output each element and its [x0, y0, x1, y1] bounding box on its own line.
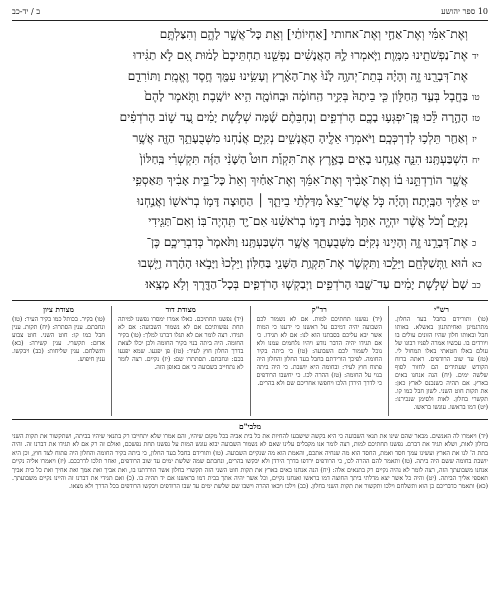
verse-text: אֶת־דְּבָרֵ֖נוּ זֶ֑ה וְהָיָ֗ה בְּתֵת־יְהוָ֥ה לָ֙נוּ֙ אֶת־הָאָ֔רֶץ וְעָשִׂ֥ינוּ עִמָּ֖ךְ חֶ֥סֶד וֶאֱמֶֽת׃ וַתּוֹרִדֵ֛ם: [127, 68, 468, 83]
rashi-text: (טו) ותורידם בחבל בעד החלון. מתרגמינן ואחיתתנון באשלא. באותו חבל ובאותו חלון שהיו הזונים עולים בו ויורדים בו. עכשיו אמרה לפניו רבונו של עולם באלו חטאתי באלו תמחול לי. (טז) עד שוב הרודפים. ראתה ברוח הקודש שעתידים הם לחזור לסוף שלשה ימים. (יח) הנה אנחנו באים בארץ. אם תהיה כשנכנס לארץ כאן: את תקות חוט השני. לשון חבל כמו קו. תקשרי בחלון. לאות ולסימן שנכירנו: (יט) דמו בראשו. עונשו בראשו.: [395, 316, 488, 411]
verse-line: [12, 274, 488, 294]
verse-line: [12, 149, 488, 169]
verse-text: אֶת־נַפְשֹׁתֵ֖ינוּ מִמָּֽוֶת׃ וַיֹּ֧אמְרוּ לָ֣הּ הָאֲנָשִׁ֗ים נַפְשֵׁ֤נוּ תַחְתֵּיכֶם֙ לָמ֔וּת אִ֚ם לֹ֣א תַגִּ֔ידוּ: [133, 47, 468, 62]
verse-number: כא: [472, 260, 482, 271]
verse-number: יז: [472, 135, 477, 146]
metzudat-david-title: מצודת דוד: [165, 306, 196, 314]
verse-line: [12, 128, 488, 148]
metzudat-zion-text: (טו) בקיר. בכותל כמו בקיר העיר: (טז) ונחבתם. ענין הסתרה: (יח) תקות. ענין חבל כמו קו: חוט השני. חוט צבוע אדום: תקשרי. ענין קשירה: (כא) ותשלחם. ענין שליחות: (כב) ויבקשו. ענין חיפוש.: [12, 316, 105, 363]
scripture-text: [12, 24, 488, 294]
column-divider: [111, 306, 112, 416]
malbim-title: מלבי"ם: [238, 422, 262, 431]
header-rule: [12, 20, 488, 21]
verse-number: יד: [472, 51, 479, 62]
verse-number: טו: [472, 93, 480, 104]
radak-text: (יד) נפשנו תחתיכם למות. אם לא נשמור לכם השבועה יהיה דמיכם על ראשנו כי ידענו כי המות אשר יבא עליכם בסבתנו הוא לנו: אם לא תגידו. כי אם תגידו יהיה הדבר נודע ויהיו נלחמים עמנו ולא נוכל לשמור לכם השבועה: (טו) כי ביתה בקיר החומה. לפיכך הורידתם בחבל בעד החלון והחלון היה פתוח חוץ לעיר: ובחומה היא יושבת. כי היה ביתה בנוי על החומה: (טז) ההרה לכו. כי יחשבו הרודפים כי לדרך הירדן הלכו ויחפשו אחריכם שם ולא בהרים.: [256, 316, 383, 387]
malbim-text: (יד) ויאמרו לה האנשים. מבאר שהם שינו את תנאי השבועה כי היא בקשה שישבעו להחיות את כל בית אביה בכל מקום שיהיו, והם אמרו שלא יתחייבו רק בתנאי שיהיו בביתה, ושתקשור את תקות השני בחלון לאות, ושלא תגיד את דברם. נפשנו תחתיכם למות, רצה לומר אנו מקבלים עלינו שאם לא נשמור השבועה יבוא עונש המות על נפשנו תחת נפשכם, ואולם זה רק אם לא תגידו את דברנו זה. והיה בתת ה' לנו את הארץ ועשינו עמך חסד ואמת, החסד הוא מה שנחיה אתכם, והאמת הוא מה שנקיים השבועה. (טו) ותורידם בחבל בעד החלון, כי ביתה בקיר החומה והחלון היה פתוח לצד חוץ, וכן היא יושבת בחומה ששם היה ביתה. (טז) ותאמר להם ההרה לכו, כי הרודפים ירדפו בדרך הירדן ולא יבקשו בהרים, ונחבתם שמה שלשת ימים עד שוב הרודפים, ואחר תלכו לדרככם. (יז) ויאמרו אליה נקיים אנחנו משבועתך הזה, רצה לומר לא נהיה נקיים רק בתנאים אלה: (יח) הנה אנחנו באים בארץ את תקות חוט השני הזה תקשרי בחלון אשר הורדתנו בו, ואת אביך ואת אמך ואת אחיך ואת כל בית אביך תאספי אליך הביתה. (יט) והיה כל אשר יצא מדלתי ביתך החוצה דמו בראשו ואנחנו נקיים, וכל אשר יהיה אתך בבית דמו בראשנו אם יד תהיה בו. (כ) ואם תגידי את דברנו זה והיינו נקיים משבועתך. (כא) ותאמר כדבריכם כן הוא ותשלחם וילכו ותקשור את תקות השני בחלון. (כב) וילכו ויבאו ההרה וישבו שם שלשת ימים עד שבו הרודפים ויבקשו הרודפים בכל הדרך ולא מצאו.: [12, 433, 488, 491]
verse-text: ה֔וּא וַֽתְּשַׁלְּחֵ֖ם וַיֵּלֵ֑כוּ וַתִּקְשֹׁ֛ר אֶת־תִּקְוַ֥ת הַשָּׁנִ֖י בַּחַלּֽוֹן׃ וַיֵּלְכוּ֙ וַיָּבֹ֣אוּ הָהָ֔רָה וַיֵּ֤שְׁבוּ: [138, 256, 468, 271]
metzudat-david-text: (יד) נפשנו תחתיכם. כאלו אמרו ימסרו נפשנו למיתה תחת נפשותיכם אם לא נשמור השבועה: אם לא תגידו. רצה לומר אם לא תגלו דברנו למלך: (טו) בקיר החומה. היה ביתה בנוי בקיר החומה ולכן יכלו לצאת בדרך החלון חוץ לעיר: (טז) פן יפגעו. שמא יפגעו בכם: ונחבתם. תסתתרו שם: (יז) נקיים. רצה לומר לא נתחייב בשבועה כי אם באופן הזה.: [117, 316, 244, 371]
verse-text: הָהָ֣רָה לֵּ֔כוּ פֶּֽן־יִפְגְּע֥וּ בָכֶ֖ם הָרֹדְפִ֑ים וְנַחְבֵּתֶ֨ם שָׁ֜מָּה שְׁלֹ֣שֶׁת יָמִ֗ים עַ֚ד שׁ֣וֹב הָרֹדְפִ֔ים: [119, 110, 468, 125]
book-title: ספר יהושע: [441, 7, 476, 16]
verse-number: כ: [472, 239, 477, 250]
page-number: 10: [477, 7, 488, 16]
radak-title: רד"ק: [311, 306, 327, 314]
verse-number: יח: [472, 155, 480, 166]
verse-text: שָׁם֙ שְׁלֹ֣שֶׁת יָמִ֔ים עַד־שָׁ֖בוּ הָרֹדְפִ֑ים וַיְבַקְשׁ֧וּ הָרֹדְפִ֛ים בְּכָל־הַדֶּ֖רֶךְ וְלֹ֥א מָצָֽאוּ׃: [145, 276, 468, 291]
verse-text: וְאַחַ֖ר תֵּלְכ֥וּ לְדַרְכְּכֶֽם׃ וַיֹּאמְר֥וּ אֵלֶ֖יהָ הָאֲנָשִׁ֑ים נְקִיִּ֣ם אֲנַ֔חְנוּ מִשְּׁבֻעָתֵ֥ךְ הַזֶּ֖ה אֲשֶׁ֥ר: [132, 131, 468, 146]
metzudat-zion-column: [12, 306, 105, 416]
column-divider: [250, 306, 251, 416]
page-header-book: [441, 6, 488, 18]
commentary-columns: [12, 306, 488, 416]
verse-text: נְקִיִּ֑ם וְ֠כֹל אֲשֶׁ֨ר יִהְיֶ֤ה אִתָּךְ֙ בַּבַּ֔יִת דָּמ֣וֹ בְרֹאשֵׁ֔נוּ אִם־יָ֖ד תִּֽהְיֶה־בּֽוֹ׃ וְאִם־תַּגִּ֖ידִי: [148, 214, 468, 229]
verse-text: אֶת־דְּבָרֵ֣נוּ זֶ֑ה וְהָיִ֣ינוּ נְקִיִּ֔ם מִשְּׁבֻעָתֵ֖ךְ אֲשֶׁ֥ר הִשְׁבַּעְתָּֽנוּ׃ וַתֹּ֙אמֶר֙ כְּדִבְרֵיכֶ֣ם כֶּן־: [146, 235, 468, 250]
malbim-section: [12, 422, 488, 582]
chapter-verse-range: ב / יד-כב: [12, 7, 41, 16]
verse-line: [12, 86, 488, 106]
verse-number: טז: [472, 114, 480, 125]
verse-line: [12, 211, 488, 231]
metzudat-zion-title: מצודת ציון: [43, 306, 74, 314]
page-header: [12, 6, 488, 18]
columns-bottom-rule: [12, 419, 488, 420]
verse-line: [12, 170, 488, 190]
verse-text: הִשְׁבַּעְתָּֽנוּ׃ הִנֵּ֛ה אֲנַ֥חְנוּ בָאִ֖ים בָּאָ֑רֶץ אֶת־תִּקְוַ֡ת חוּט֩ הַשָּׁנִ֨י הַזֶּ֜ה תִּקְשְׁרִ֗י בַּֽחַלּוֹן֙: [139, 151, 468, 166]
verse-line: [12, 24, 488, 44]
column-divider: [388, 306, 389, 416]
verse-number: כב: [472, 280, 481, 291]
verse-line: [12, 253, 488, 273]
text-commentary-rule: [12, 300, 488, 301]
verse-text: אֵלַ֖יִךְ הַבָּֽיְתָה׃ וְהָיָ֡ה כֹּ֣ל אֲשֶׁר־יֵצֵא֩ מִדַּלְתֵ֨י בֵיתֵ֧ךְ ׀ הַח֛וּצָה דָּמ֥וֹ בְרֹאשׁ֖וֹ וַאֲנַ֣חְנוּ: [137, 193, 468, 208]
rashi-column: [395, 306, 488, 416]
verse-line: [12, 107, 488, 127]
verse-text: אֲשֶׁ֣ר הוֹרַדְתֵּ֣נוּ ב֔וֹ וְאֶת־אָבִ֨יךְ וְאֶת־אִמֵּ֜ךְ וְאֶת־אַחַ֗יִךְ וְאֵת֙ כָּל־בֵּ֣ית אָבִ֔יךְ תַּאַסְפִ֥י: [132, 172, 468, 187]
metzudat-david-column: [118, 306, 244, 416]
verse-line: [12, 191, 488, 211]
verse-line: [12, 232, 488, 252]
rashi-title: רש"י: [434, 306, 449, 314]
verse-line: [12, 66, 488, 86]
verse-text: בַּחֶ֖בֶל בְּעַ֣ד הַֽחַלּ֑וֹן כִּ֤י בֵיתָהּ֙ בְּקִ֣יר הַֽחוֹמָ֔ה וּבַֽחוֹמָ֖ה הִ֥יא יוֹשָֽׁבֶת׃ וַתֹּ֤אמֶר לָהֶם֙: [144, 89, 468, 104]
verse-line: [12, 45, 488, 65]
radak-column: [257, 306, 383, 416]
verse-text: וְאֶת־אִמִּ֡י וְאֶת־אַחַ֣י וְאֶת־אחותי [אַחְיוֹתַ֔י] וְאֵ֖ת כָּל־אֲשֶׁ֣ר לָהֶ֑ם וְהִצַּלְתֶּ֥ם: [159, 27, 468, 41]
verse-number: יט: [472, 197, 480, 208]
